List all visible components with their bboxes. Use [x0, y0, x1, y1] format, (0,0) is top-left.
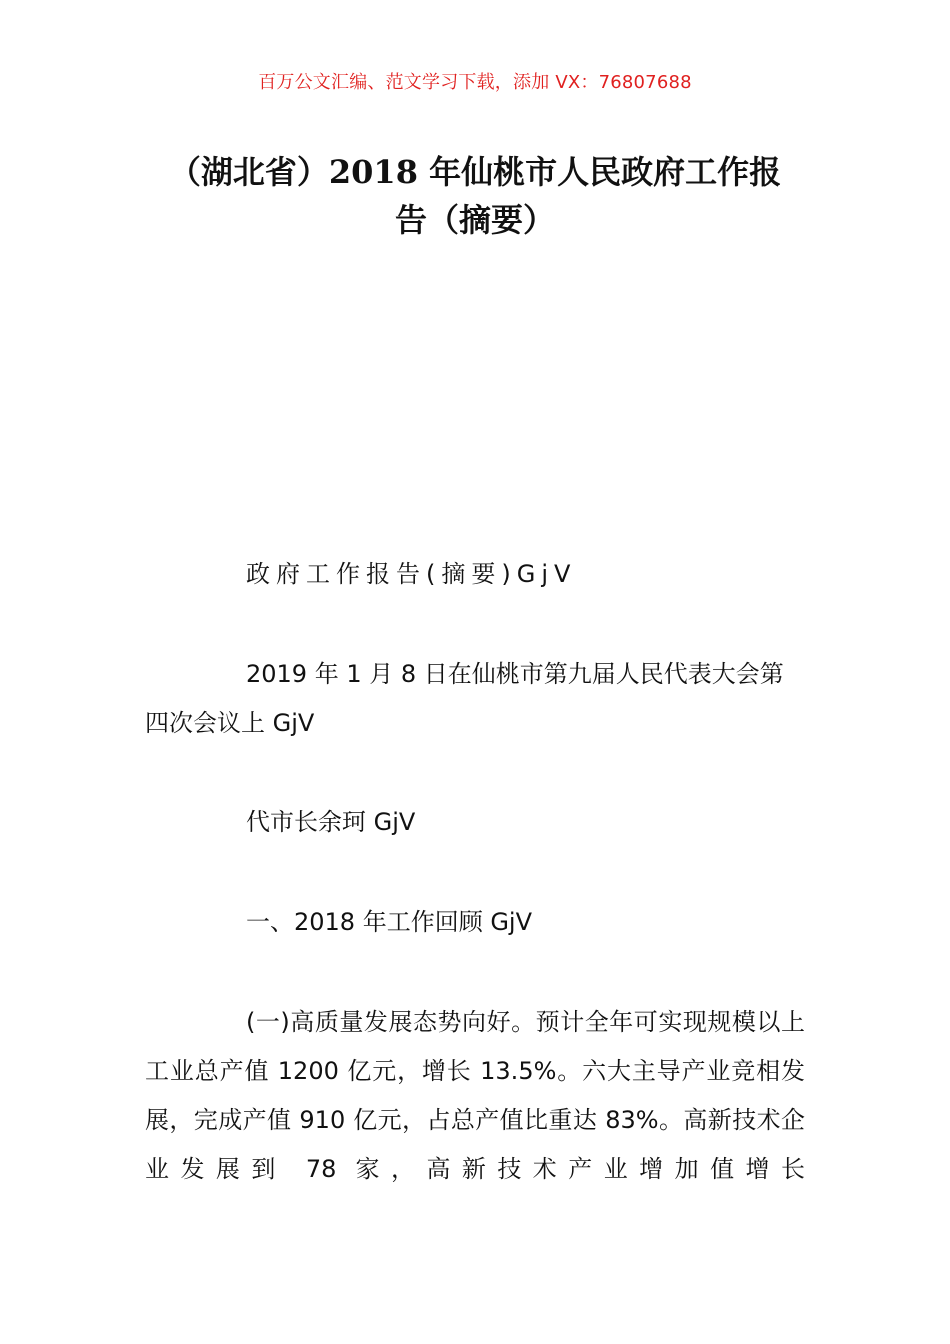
paragraph-speaker: 代市长余珂 GjV: [246, 808, 416, 836]
header-note: 百万公文汇编、范文学习下载，添加 VX：76807688: [258, 72, 692, 93]
paragraph-meeting-info: 2019 年 1 月 8 日在仙桃市第九届人民代表大会第四次会议上 GjV: [145, 660, 784, 737]
title-line-2: 告（摘要）: [394, 201, 555, 239]
paragraph-report-heading: 政府工作报告(摘要)GjV: [246, 560, 577, 588]
paragraph-section-heading: 一、2018 年工作回顾 GjV: [246, 908, 533, 936]
title-line-1: （湖北省）2018 年仙桃市人民政府工作报: [168, 153, 782, 191]
paragraph-development-summary: (一)高质量发展态势向好。预计全年可实现规模以上工业总产值 1200 亿元，增长 13.5%。六大主导产业竞相发展，完成产值 910 亿元，占总产值比重达 83%。高新技术企业发展到 78 家，高新技术产业增加值增长: [145, 1008, 805, 1183]
document-title: [130, 148, 820, 244]
